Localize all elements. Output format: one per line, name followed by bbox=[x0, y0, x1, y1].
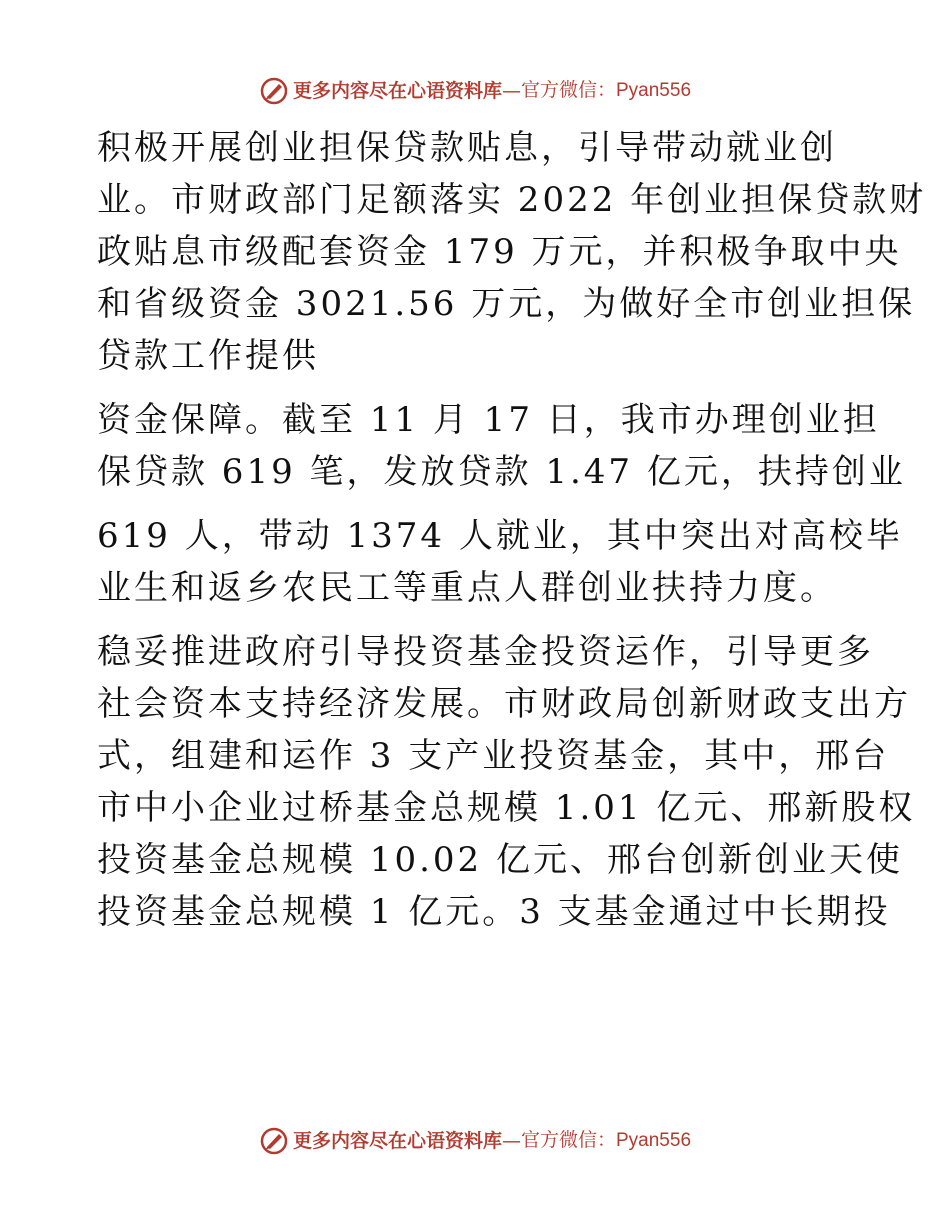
text-line: 业生和返乡农民工等重点人群创业扶持力度。 bbox=[97, 568, 837, 608]
text-line: 积极开展创业担保贷款贴息，引导带动就业创 bbox=[97, 128, 837, 168]
text-line: 投资基金总规模 1 亿元。3 支基金通过中长期投 bbox=[97, 892, 891, 932]
watermark-contact: 官方微信：Pyan556 bbox=[521, 80, 692, 101]
text-line: 业。市财政部门足额落实 2022 年创业担保贷款财 bbox=[97, 180, 927, 220]
text-line: 稳妥推进政府引导投资基金投资运作，引导更多 bbox=[97, 632, 874, 672]
text-line: 式，组建和运作 3 支产业投资基金，其中，邢台 bbox=[97, 736, 890, 776]
text-line: 投资基金总规模 10.02 亿元、邢台创新创业天使 bbox=[97, 840, 903, 880]
paragraph-1 bbox=[97, 122, 927, 382]
document-body bbox=[97, 122, 927, 950]
text-line: 贷款工作提供 bbox=[97, 336, 319, 376]
watermark-main-text: 更多内容尽在心语资料库 bbox=[292, 80, 502, 102]
text-line: 政贴息市级配套资金 179 万元，并积极争取中央 bbox=[97, 232, 902, 272]
watermark-bottom bbox=[0, 1125, 950, 1156]
paragraph-4 bbox=[97, 626, 916, 938]
text-line: 市中小企业过桥基金总规模 1.01 亿元、邢新股权 bbox=[97, 788, 916, 828]
text-line: 资金保障。截至 11 月 17 日，我市办理创业担 bbox=[97, 400, 880, 440]
watermark-separator: — bbox=[502, 80, 521, 102]
text-line: 社会资本支持经济发展。市财政局创新财政支出方 bbox=[97, 684, 911, 724]
watermark-top bbox=[0, 75, 950, 106]
text-line: 619 人，带动 1374 人就业，其中突出对高校毕 bbox=[97, 516, 903, 556]
brush-logo-icon bbox=[259, 1126, 289, 1156]
paragraph-2 bbox=[97, 394, 906, 498]
text-line: 保贷款 619 笔，发放贷款 1.47 亿元，扶持创业 bbox=[97, 452, 906, 492]
text-line: 和省级资金 3021.56 万元，为做好全市创业担保 bbox=[97, 284, 916, 324]
watermark-separator: — bbox=[502, 1130, 521, 1152]
watermark-main-text: 更多内容尽在心语资料库 bbox=[292, 1130, 502, 1152]
watermark-contact: 官方微信：Pyan556 bbox=[521, 1130, 692, 1151]
paragraph-3 bbox=[97, 510, 903, 614]
brush-logo-icon bbox=[259, 76, 289, 106]
